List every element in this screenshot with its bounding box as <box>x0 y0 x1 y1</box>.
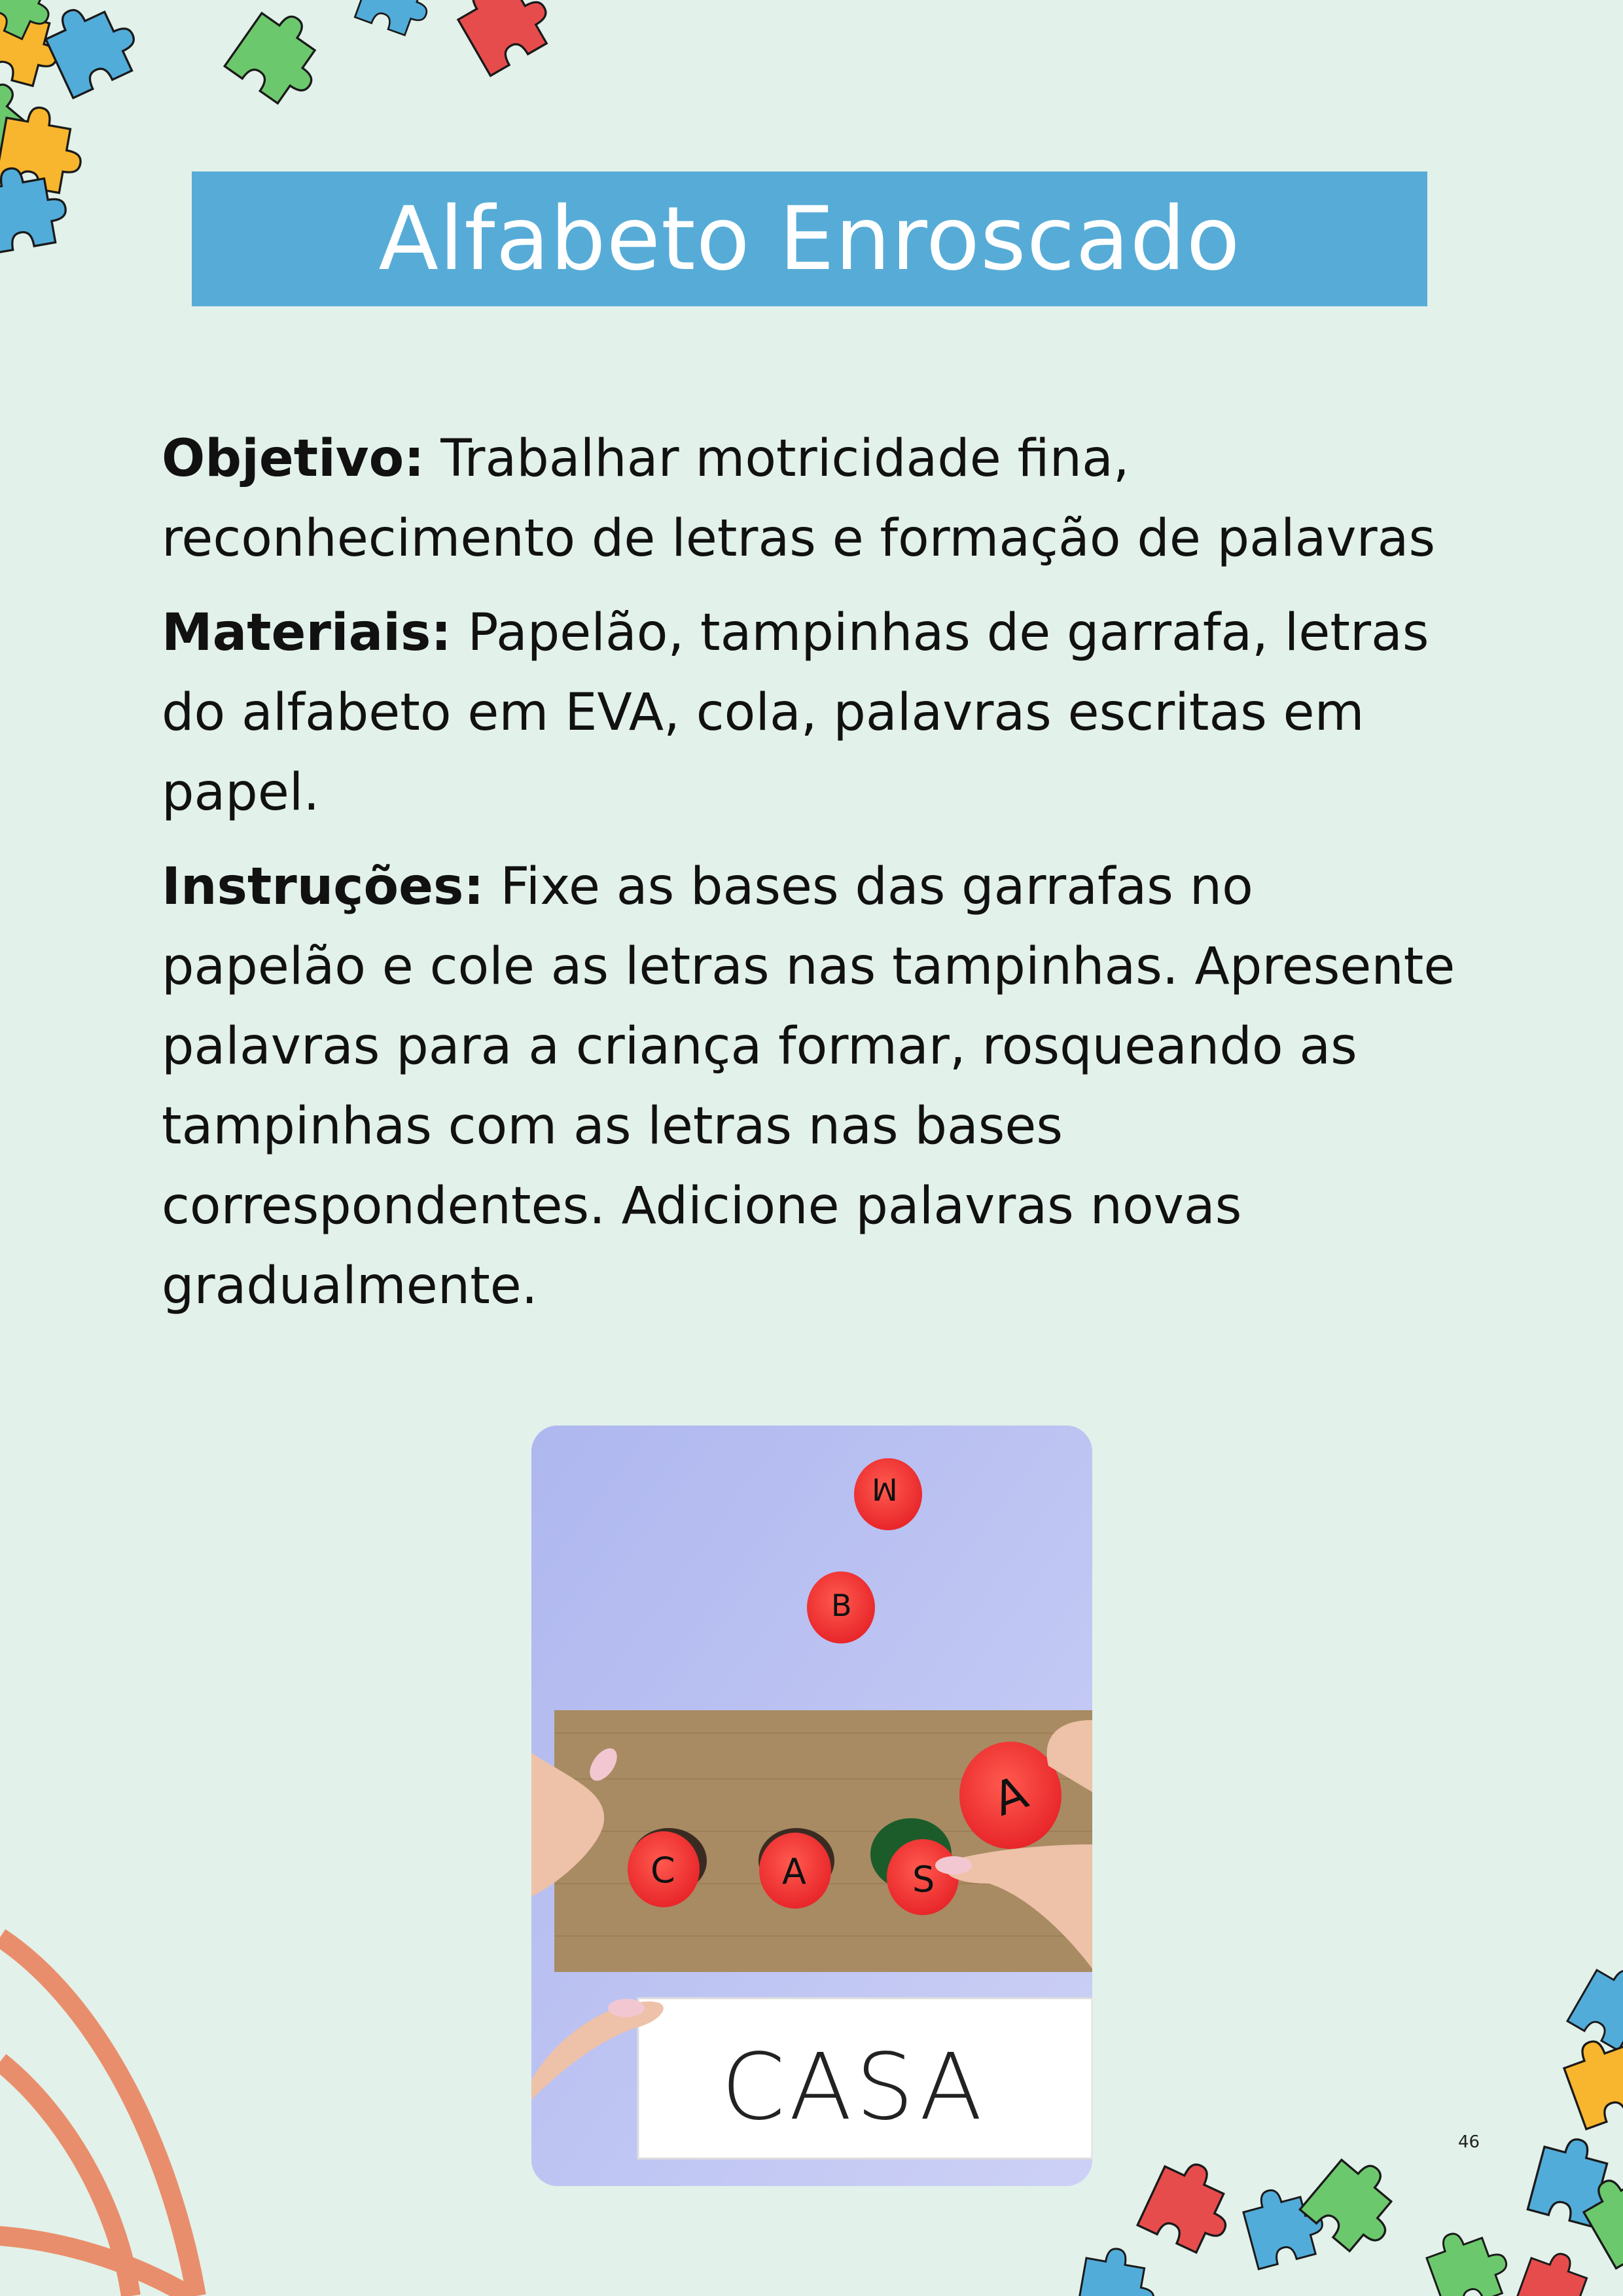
puzzle-pieces-bottom-right <box>1021 1950 1623 2296</box>
title-banner <box>192 171 1427 306</box>
cap-letter-s: S <box>912 1859 935 1900</box>
activity-description <box>162 419 1471 1340</box>
cap-letter-b: B <box>831 1588 852 1623</box>
page-number: 46 <box>1458 2132 1480 2152</box>
cap-letter-m: M <box>872 1471 898 1507</box>
word-card-text: CASA <box>721 2034 986 2141</box>
instructions-text: Fixe as bases das garrafas no papelão e cole as letras nas tampinhas. Apresente palavras para a criança formar, rosqueando as tampinhas com as letras nas bases correspondentes. Adicione palavras novas gradualmente. <box>162 857 1455 1316</box>
objective-paragraph <box>162 419 1471 579</box>
materials-paragraph <box>162 593 1471 833</box>
instructions-label: Instruções: <box>162 857 484 916</box>
rainbow-arcs-decoration <box>0 1898 236 2296</box>
materials-label: Materiais: <box>162 603 452 662</box>
page-title: Alfabeto Enroscado <box>378 188 1241 290</box>
cap-letter-c: C <box>651 1850 675 1891</box>
cap-letter-a-in-hand: A <box>986 1765 1035 1827</box>
instructions-paragraph <box>162 847 1471 1326</box>
cap-letter-a: A <box>782 1851 806 1892</box>
objective-text: Trabalhar motricidade fina, reconhecimento de letras e formação de palavras <box>162 429 1436 568</box>
activity-photo <box>531 1426 1092 2186</box>
objective-label: Objetivo: <box>162 429 425 488</box>
materials-text: Papelão, tampinhas de garrafa, letras do alfabeto em EVA, cola, palavras escritas em papel. <box>162 603 1429 822</box>
